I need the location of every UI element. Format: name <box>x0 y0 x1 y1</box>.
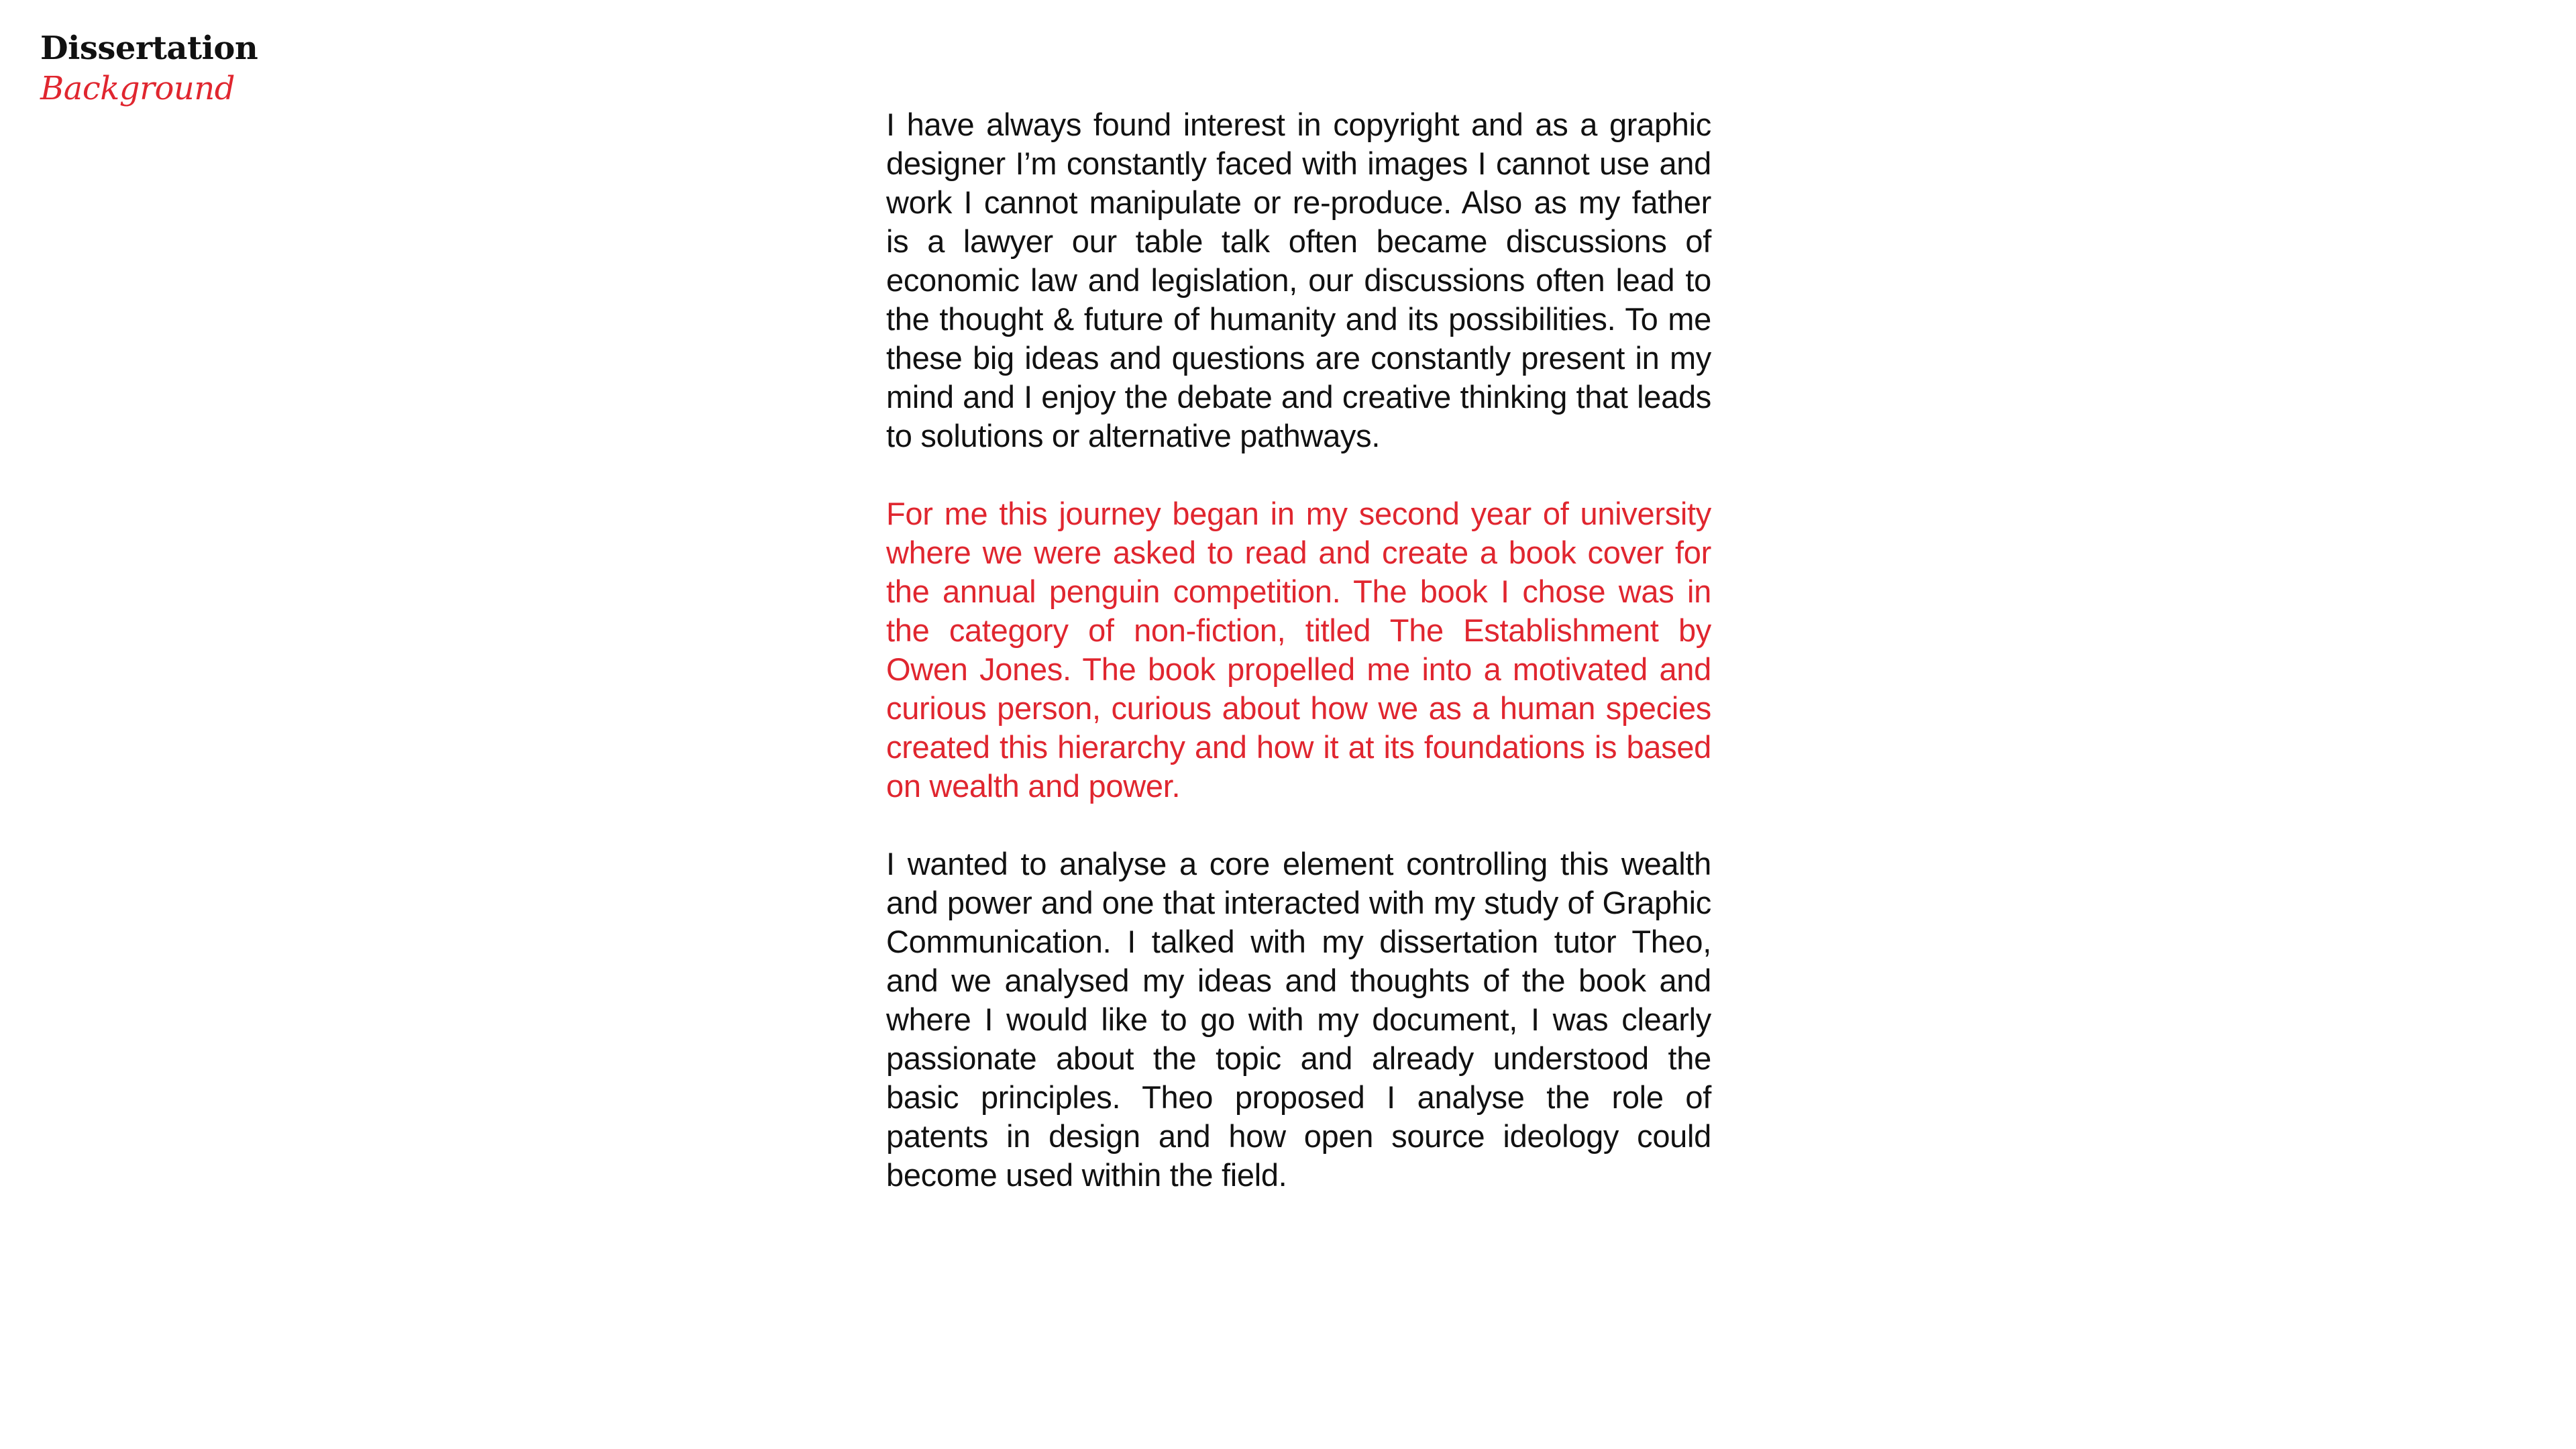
page-title: Dissertation <box>40 30 258 67</box>
paragraph-analysis: I wanted to analyse a core element controlling this wealth and power and one that interacted with my study of Graphic Communication. I talked with my dissertation tutor Theo, and we analysed my ideas and thoughts of the book and where I would like to go with my document, I was clearly passionate about the topic and already understood the basic principles. Theo proposed I analyse the role of patents in design and how open source ideology could become used within the field. <box>886 846 1711 1193</box>
page-subtitle: Background <box>40 70 235 107</box>
paragraph-intro: I have always found interest in copyright and as a graphic designer I’m constantly faced with images I cannot use and work I cannot manipulate or re-produce. Also as my father is a lawyer our table talk often became discussions of economic law and legislation, our discussions often lead to the thought & future of humanity and its possibilities. To me these big ideas and questions are constantly present in my mind and I enjoy the debate and creative thinking that leads to solutions or alternative pathways. <box>886 107 1711 453</box>
body-text <box>886 105 1711 1234</box>
paragraph-highlight: For me this journey began in my second year of university where we were asked to read and create a book cover for the annual penguin competition. The book I chose was in the category of non-fiction, titled The Establishment by Owen Jones. The book propelled me into a motivated and curious person, curious about how we as a human species created this hierarchy and how it at its foundations is based on wealth and power. <box>886 496 1711 804</box>
page-header <box>40 32 258 105</box>
